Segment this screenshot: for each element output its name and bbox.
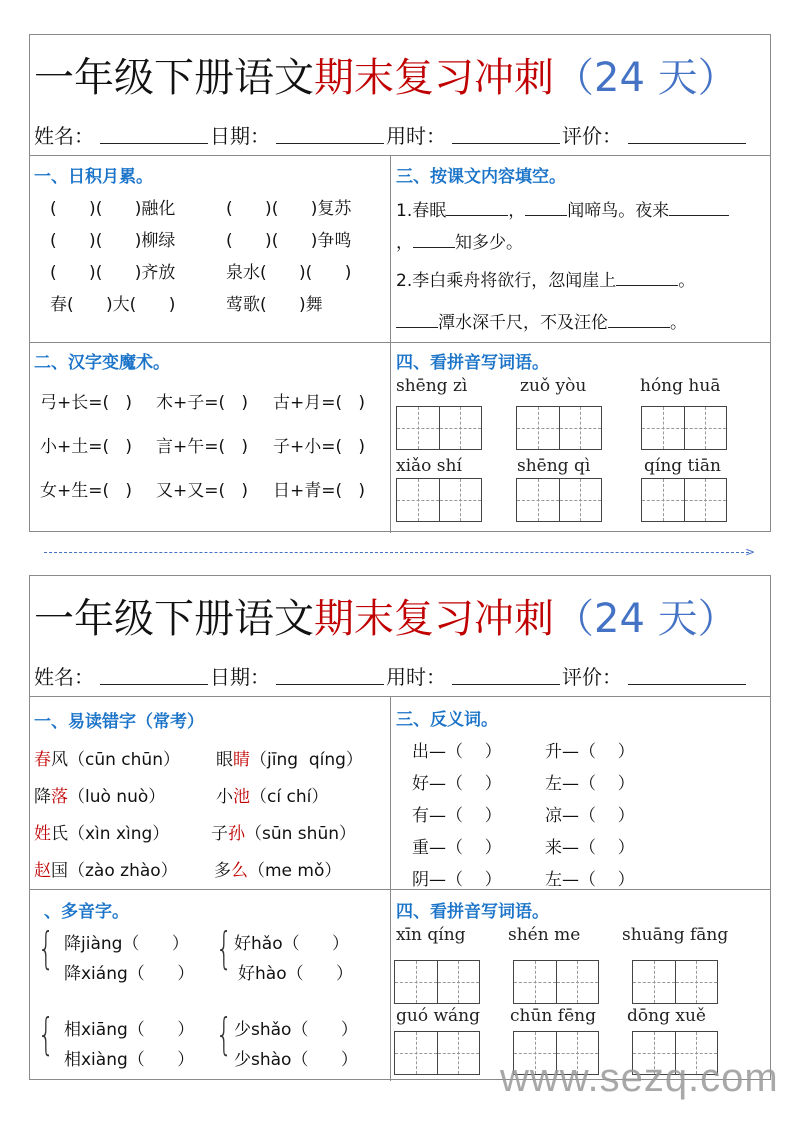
writing-grid[interactable] [396, 478, 482, 522]
pinyin-label: xiǎo shí [396, 456, 462, 476]
cut-line [44, 552, 749, 553]
answer-blank[interactable] [525, 198, 567, 216]
date-field[interactable] [276, 124, 384, 144]
highlight-char: 孙 [228, 824, 245, 844]
eval-field[interactable] [628, 124, 746, 144]
misread-item [34, 782, 165, 807]
misread-item [34, 856, 178, 881]
highlight-char: 么 [231, 861, 248, 881]
antonym-item[interactable]: 阴—（ ） [412, 870, 502, 890]
grid-square[interactable] [676, 961, 718, 1003]
info-row [30, 113, 770, 155]
time-field[interactable] [452, 124, 560, 144]
polyphone-item[interactable]: 少shǎo（ ） [234, 1020, 358, 1040]
pinyin-label: shuāng fāng [622, 925, 729, 945]
character-equation[interactable]: 又+又=( ) [156, 481, 248, 501]
fill-item[interactable]: 泉水( )( ) [226, 263, 352, 283]
text: ， [508, 201, 526, 221]
text: 子 [211, 824, 228, 844]
grid-square[interactable] [685, 479, 727, 521]
grid-square[interactable] [642, 407, 685, 449]
date-label: 日期： [210, 664, 270, 689]
grid-square[interactable] [560, 407, 602, 449]
name-field[interactable] [100, 665, 208, 685]
text: （cí chí） [250, 787, 329, 807]
highlight-char: 春 [34, 750, 51, 770]
antonym-item[interactable]: 升—（ ） [545, 742, 635, 762]
section-title-accumulation: 一、日积月累。 [34, 167, 153, 187]
date-label: 日期： [210, 123, 270, 148]
name-field[interactable] [100, 124, 208, 144]
character-equation[interactable]: 木+子=( ) [156, 393, 248, 413]
highlight-char: 姓 [34, 824, 51, 844]
polyphone-item[interactable]: 好hào（ ） [238, 964, 354, 984]
grid-square[interactable] [397, 479, 440, 521]
pinyin-label: xīn qíng [396, 925, 466, 945]
pinyin-label: zuǒ yòu [520, 376, 587, 396]
character-equation[interactable]: 女+生=( ) [40, 481, 132, 501]
fill-item[interactable]: 春( )大( ) [50, 295, 176, 315]
grid-square[interactable] [514, 961, 557, 1003]
polyphone-item[interactable]: 少shào（ ） [234, 1050, 358, 1070]
worksheet-2 [29, 575, 771, 1080]
highlight-char: 赵 [34, 861, 51, 881]
text: 。 [670, 313, 687, 333]
name-label: 姓名： [34, 664, 94, 689]
fill-item[interactable]: 莺歌( )舞 [226, 295, 323, 315]
pinyin-label: guó wáng [396, 1006, 480, 1026]
misread-item [34, 745, 180, 770]
text: ， [396, 233, 413, 253]
grid-square[interactable] [438, 1032, 480, 1074]
antonym-item[interactable]: 出—（ ） [412, 742, 502, 762]
brace-icon: { [215, 923, 233, 974]
fill-item[interactable]: ( )( )柳绿 [50, 231, 176, 251]
section-title-character-magic: 二、汉字变魔术。 [34, 353, 170, 373]
brace-icon: { [215, 1009, 233, 1060]
misread-item [216, 782, 328, 807]
antonym-item[interactable]: 来—（ ） [545, 838, 635, 858]
text: （sūn shūn） [245, 824, 356, 844]
brace-icon: { [37, 923, 55, 974]
answer-blank[interactable] [616, 268, 678, 286]
highlight-char: 睛 [233, 750, 250, 770]
grid-square[interactable] [517, 407, 560, 449]
writing-grid[interactable] [396, 406, 482, 450]
text: 2.李白乘舟将欲行，忽闻崖上 [396, 271, 617, 291]
grid-square[interactable] [517, 479, 560, 521]
section-title-misread-characters: 一、易读错字（常考） [34, 712, 204, 732]
misread-item [211, 819, 356, 844]
highlight-char: 池 [233, 787, 250, 807]
text: 1.春眠 [396, 201, 447, 221]
grid-square[interactable] [440, 407, 482, 449]
time-label: 用时： [386, 664, 446, 689]
character-equation[interactable]: 小+土=( ) [40, 437, 132, 457]
polyphone-item[interactable]: 相xiāng（ ） [64, 1020, 195, 1040]
title-days: （24 天） [554, 595, 738, 642]
text: 国（zào zhào） [51, 861, 178, 881]
divider-vertical [390, 156, 391, 533]
text: 风（cūn chūn） [51, 750, 180, 770]
info-row [30, 654, 770, 696]
time-label: 用时： [386, 123, 446, 148]
time-field[interactable] [452, 665, 560, 685]
text: 氏（xìn xìng） [51, 824, 170, 844]
writing-grid[interactable] [632, 960, 718, 1004]
misread-item [214, 856, 341, 881]
text: 眼 [216, 750, 233, 770]
pinyin-label: chūn fēng [510, 1006, 596, 1026]
antonym-item[interactable]: 凉—（ ） [545, 806, 635, 826]
writing-grid[interactable] [516, 406, 602, 450]
writing-grid[interactable] [516, 478, 602, 522]
character-equation[interactable]: 子+小=( ) [273, 437, 365, 457]
polyphone-item[interactable]: 相xiàng（ ） [64, 1050, 195, 1070]
text: 闻啼鸟。夜来 [567, 201, 670, 221]
title-grade: 一年级下册语文 [34, 54, 314, 101]
brace-icon: { [37, 1009, 55, 1060]
poem-line-4 [396, 308, 687, 333]
poem-line-2 [396, 228, 523, 253]
polyphone-item[interactable]: 好hǎo（ ） [234, 934, 350, 954]
text: 潭水深千尺，不及汪伦 [438, 313, 608, 333]
writing-grid[interactable] [513, 960, 599, 1004]
grid-square[interactable] [395, 961, 438, 1003]
section-title-antonyms: 三、反义词。 [396, 710, 498, 730]
eval-label: 评价： [562, 664, 622, 689]
section-title-pinyin-words: 四、看拼音写词语。 [396, 902, 549, 922]
eval-field[interactable] [628, 665, 746, 685]
fill-item[interactable]: ( )( )齐放 [50, 263, 176, 283]
answer-blank[interactable] [608, 310, 670, 328]
polyphone-item[interactable]: 降jiàng（ ） [64, 934, 189, 954]
title-grade: 一年级下册语文 [34, 595, 314, 642]
grid-square[interactable] [395, 1032, 438, 1074]
character-equation[interactable]: 言+午=( ) [156, 437, 248, 457]
grid-square[interactable] [633, 961, 676, 1003]
answer-blank[interactable] [396, 310, 438, 328]
divider-horizontal [30, 889, 770, 890]
title-review: 期末复习冲刺 [314, 595, 554, 642]
antonym-item[interactable]: 左—（ ） [545, 870, 635, 890]
pinyin-label: hóng huā [640, 376, 721, 396]
fill-item[interactable]: ( )( )复苏 [226, 199, 352, 219]
grid-square[interactable] [685, 407, 727, 449]
answer-blank[interactable] [413, 230, 455, 248]
name-label: 姓名： [34, 123, 94, 148]
character-equation[interactable]: 弓+长=( ) [40, 393, 132, 413]
antonym-item[interactable]: 有—（ ） [412, 806, 502, 826]
grid-square[interactable] [557, 961, 599, 1003]
fill-item[interactable]: ( )( )争鸣 [226, 231, 352, 251]
question-grid [30, 155, 770, 533]
divider-horizontal [30, 342, 770, 343]
text: （me mǒ） [248, 861, 342, 881]
misread-item [34, 819, 169, 844]
text: 降 [34, 787, 51, 807]
text: 多 [214, 861, 231, 881]
grid-square[interactable] [438, 961, 480, 1003]
poem-line-3 [396, 266, 695, 291]
character-equation[interactable]: 日+青=( ) [273, 481, 365, 501]
text: （jīng qíng） [250, 750, 363, 770]
writing-grid[interactable] [394, 1031, 480, 1075]
grid-square[interactable] [440, 479, 482, 521]
highlight-char: 落 [51, 787, 68, 807]
pinyin-label: qíng tiān [644, 456, 721, 476]
polyphone-item[interactable]: 降xiáng（ ） [64, 964, 195, 984]
answer-blank[interactable] [446, 198, 508, 216]
date-field[interactable] [276, 665, 384, 685]
title-days: （24 天） [554, 54, 738, 101]
pinyin-label: shēng qì [517, 456, 591, 476]
watermark: www.sezq.com [500, 1056, 779, 1100]
answer-blank[interactable] [669, 198, 729, 216]
writing-grid[interactable] [641, 478, 727, 522]
grid-square[interactable] [560, 479, 602, 521]
writing-grid[interactable] [641, 406, 727, 450]
text: 小 [216, 787, 233, 807]
character-equation[interactable]: 古+月=( ) [273, 393, 365, 413]
text: 知多少。 [455, 233, 523, 253]
section-title-pinyin-words: 四、看拼音写词语。 [396, 353, 549, 373]
text: （luò nuò） [68, 787, 166, 807]
eval-label: 评价： [562, 123, 622, 148]
arrow-right-icon: > [745, 545, 756, 559]
worksheet-title [30, 576, 770, 654]
poem-line-1 [396, 196, 729, 221]
antonym-item[interactable]: 重—（ ） [412, 838, 502, 858]
writing-grid[interactable] [394, 960, 480, 1004]
question-grid [30, 696, 770, 1081]
pinyin-label: dōng xuě [627, 1006, 706, 1026]
antonym-item[interactable]: 左—（ ） [545, 774, 635, 794]
grid-square[interactable] [642, 479, 685, 521]
worksheet-title [30, 35, 770, 113]
misread-item [216, 745, 363, 770]
grid-square[interactable] [397, 407, 440, 449]
text: 。 [678, 271, 696, 291]
title-review: 期末复习冲刺 [314, 54, 554, 101]
pinyin-label: shēng zì [396, 376, 468, 396]
worksheet-1 [29, 34, 771, 532]
section-title-fill-text: 三、按课文内容填空。 [396, 167, 566, 187]
section-title-polyphones: 、多音字。 [44, 902, 129, 922]
fill-item[interactable]: ( )( )融化 [50, 199, 176, 219]
antonym-item[interactable]: 好—（ ） [412, 774, 502, 794]
pinyin-label: shén me [508, 925, 581, 945]
